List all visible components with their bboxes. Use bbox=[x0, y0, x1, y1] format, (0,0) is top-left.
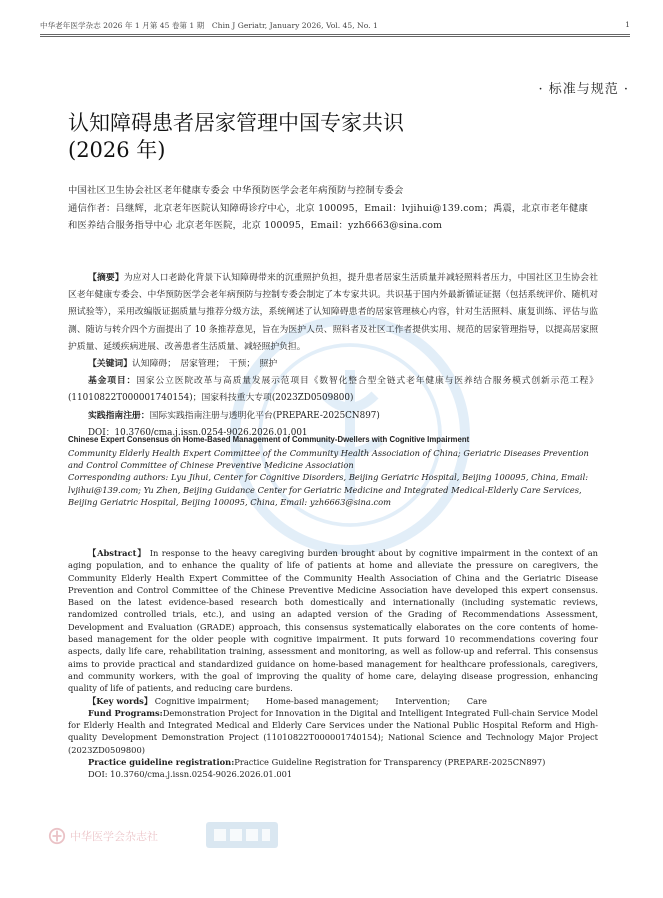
english-doi: DOI: 10.3760/cma.j.issn.0254-9026.2026.01.001 bbox=[88, 769, 293, 780]
chinese-abstract-block bbox=[68, 270, 598, 442]
english-title: Chinese Expert Consensus on Home-Based Management of Community-Dwellers with Cognitive Impairment bbox=[68, 435, 470, 444]
english-authors: Community Elderly Health Expert Committee of the Community Health Association of China; Geriatric Diseases Prevention and Control Committee of Chinese Preventive Medicine Association bbox=[68, 448, 589, 471]
english-fund-label: Fund Programs: bbox=[88, 707, 163, 718]
chinese-fund-text: 国家公立医院改革与高质量发展示范项目《数智化整合型全链式老年健康与医养结合服务模式创新示范工程》(11010822T000001740154)；国家科技重大专项(2023ZD0509800) bbox=[68, 376, 598, 404]
chinese-authors: 中国社区卫生协会社区老年健康专委会 中华预防医学会老年病预防与控制专委会 bbox=[68, 185, 404, 196]
english-abstract-block bbox=[68, 547, 598, 781]
header-rule bbox=[40, 34, 630, 35]
english-keywords-label: 【Key words】 bbox=[88, 695, 153, 706]
brand-mark-icon bbox=[212, 826, 272, 844]
chinese-fund-label: 基金项目： bbox=[88, 376, 137, 387]
header-rule-thin bbox=[40, 36, 630, 37]
english-author-block bbox=[68, 447, 598, 508]
chinese-keywords: 认知障碍； 居家管理； 干预； 照护 bbox=[132, 359, 278, 370]
english-corresponding: Corresponding authors: Lyu Jihui, Center for Cognitive Disorders, Beijing Geriatric Hospital, Beijing 100095, China, Email: lvjihui@139.com; Yu Zhen, Beijing Guidance Center for Geriatric Medicine and Integrated Medical-Elderly Care Services, Beijing Geriatric Hospital, Beijing 100095, China, Email: yzh6663@sina.com bbox=[68, 472, 589, 507]
chinese-registration-text: 国际实践指南注册与透明化平台(PREPARE-2025CN897) bbox=[149, 410, 380, 421]
title-line-2: (2026 年) bbox=[68, 138, 166, 162]
publisher-logo bbox=[48, 826, 198, 846]
english-registration-text: Practice Guideline Registration for Transparency (PREPARE-2025CN897) bbox=[234, 757, 546, 768]
publisher-logo-text: 中华医学会杂志社 bbox=[70, 830, 158, 843]
chinese-author-block bbox=[68, 182, 596, 235]
column-tag: · 标准与规范 · bbox=[538, 82, 629, 97]
english-abstract-label: 【Abstract】 bbox=[88, 548, 147, 558]
english-keywords: Cognitive impairment; Home-based management; Intervention; Care bbox=[154, 695, 487, 706]
chinese-abstract-text: 为应对人口老龄化背景下认知障碍带来的沉重照护负担，提升患者居家生活质量并减轻照料者压力，中国社区卫生协会社区老年健康专委会、中华预防医学会老年病预防与控制专委会制定了本专家共识。共识基于国内外最新循证证据（包括系统评价、随机对照试验等），采用改编版证据质量与推荐分级方法，系统阐述了认知障碍患者的居家管理核心内容，针对生活照料、康复训练、评估与监测、随访与转介四个方面提出了 10 条推荐意见，旨在为医护人员、照料者及社区工作者提供实用、规范的居家管理指导，以提高居家照护质量、延缓疾病进展、改善患者生活质量、减轻照护负担。 bbox=[68, 273, 598, 352]
title-line-1: 认知障碍患者居家管理中国专家共识 bbox=[68, 111, 404, 135]
chinese-keywords-label: 【关键词】 bbox=[88, 359, 132, 370]
chinese-registration-label: 实践指南注册： bbox=[88, 410, 150, 421]
chinese-doi: DOI：10.3760/cma.j.issn.0254-9026.2026.01.001 bbox=[88, 427, 308, 438]
english-fund-text: Demonstration Project for Innovation in the Digital and Intelligent Integrated Full-chain Service Model for Elderly Health and Integrated Medical and Elderly Care Services under the National Public Hospital Reform and High-quality Development Demonstration Project (11010822T000001740154); National Science and Technology Major Project (2023ZD0509800) bbox=[68, 707, 598, 755]
publisher-emblem-icon bbox=[48, 827, 66, 845]
journal-info: 中华老年医学杂志 2026 年 1 月第 45 卷第 1 期 Chin J Geriatr, January 2026, Vol. 45, No. 1 bbox=[40, 21, 378, 30]
chinese-corresponding: 通信作者：吕继辉，北京老年医院认知障碍诊疗中心，北京 100095，Email：lvjihui@139.com；禹震，北京市老年健康和医养结合服务指导中心 北京老年医院，北京 100095，Email：yzh6663@sina.com bbox=[68, 202, 588, 231]
page-number: 1 bbox=[625, 20, 630, 29]
english-abstract-text: In response to the heavy caregiving burden brought about by cognitive impairment in the context of an aging population, and to enhance the quality of life of patients at home and alleviate the pressure on caregivers, the Community Elderly Health Expert Committee of the Community Health Association of China and the Geriatric Disease Prevention and Control Committee of the Chinese Preventive Medicine Association have developed this expert consensus. Based on the latest evidence-based research both domestically and internationally (including systematic reviews, randomized controlled trials, etc.), and using an adapted version of the Grading of Recommendations Assessment, Development and Evaluation (GRADE) approach, this consensus systematically elaborates on the core contents of home-based management for the older people with cognitive impairment. It puts forward 10 recommendations covering four aspects, daily life care, rehabilitation training, assessment and monitoring, as well as follow-up and referral. This consensus aims to provide practical and standardized guidance on home-based management for healthcare professionals, caregivers, and community workers, with the goal of improving the quality of home care, delaying disease progression, enhancing quality of life of patients, and reducing care burdens. bbox=[68, 548, 599, 694]
running-header bbox=[40, 20, 630, 31]
article-title bbox=[68, 110, 404, 164]
english-registration-label: Practice guideline registration: bbox=[88, 757, 235, 768]
publisher-brand-mark bbox=[206, 822, 278, 848]
chinese-abstract-label: 【摘要】 bbox=[88, 273, 124, 283]
